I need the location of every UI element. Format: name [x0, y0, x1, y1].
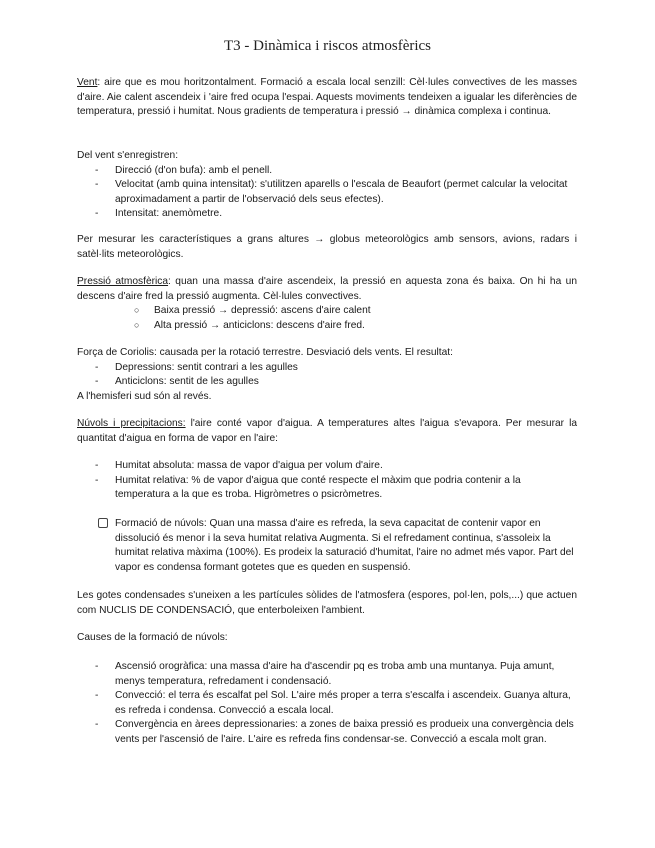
humitat-list [77, 459, 577, 503]
registre-intro: Del vent s'enregistren: [77, 150, 179, 161]
coriolis-after: A l'hemisferi sud són al revés. [77, 390, 212, 402]
list-item: - Direcció (d'on bufa): amb el penell. [95, 164, 273, 176]
list-item: - Depressions: sentit contrari a les agulles [95, 361, 298, 373]
nuvols-paragraph: Núvols i precipitacions: l'aire conté vapor d'aigua. A temperatures altes l'aigua s'evapora. Per mesurar la quantitat d'aigua en forma de vapor en l'aire: [77, 418, 578, 444]
list-item: - Ascensió orogràfica: una massa d'aire ha d'ascendir pq es troba amb una muntanya. Puja amunt, menys temperatura, refredament i condensació. [95, 661, 555, 687]
checkbox[interactable] [98, 518, 108, 528]
vent-paragraph [77, 76, 577, 120]
causes-intro: Causes de la formació de núvols: [77, 632, 228, 643]
list-item: - Intensitat: anemòmetre. [95, 208, 223, 220]
formacio-text: Formació de núvols: Quan una massa d'aire es refreda, la seva capacitat de contenir vapor en dissolució és menor i la seva humitat relativa Augmenta. Si el refredament continua, s'assoleix la humitat relativa màxima (100%). Es prodeix la saturació d'humitat, l'aire no admet més vapor. Part del vapor es condensa formant gotetes que es queden en suspensió. [115, 518, 574, 573]
list-item: ○ Baixa pressió → depressió: ascens d'aire calent [134, 305, 371, 317]
list-item: - Anticiclons: sentit de les agulles [95, 376, 259, 388]
list-item: - Humitat relativa: % de vapor d'aigua que conté respecte el màxim que podria contenir a la temperatura a la que es troba. Higròmetres o psicròmetres. [95, 474, 521, 501]
causes-list [77, 660, 577, 748]
registre-section [77, 149, 577, 222]
nuvols-term: Núvols i precipitacions: [77, 418, 186, 429]
vent-term: Vent [77, 77, 98, 88]
pressio-paragraph: Pressió atmosfèrica: quan una massa d'aire ascendeix, la pressió en aquesta zona és baixa. On hi ha un descens d'aire fred la pressió augmenta. Cèl·lules convectives. [77, 276, 577, 302]
coriolis-paragraph: Força de Coriolis: causada per la rotació terrestre. Desviació dels vents. El resultat: [77, 347, 453, 358]
pressio-section [77, 275, 577, 333]
list-item: - Convergència en àrees depressionaries: a zones de baixa pressió es produeix una convergència dels vents per l'ascensió de l'aire. L'aire es refreda fins condensar-se. Convecció a escala molt gran. [95, 719, 574, 745]
pressio-term: Pressió atmosfèrica [77, 276, 169, 287]
formacio-checklist-item [77, 517, 577, 575]
causes-section [77, 631, 577, 646]
altures-paragraph: Per mesurar les característiques a grans altures → globus meteorològics amb sensors, avions, radars i satèl·lits meteorològics. [77, 234, 577, 260]
list-item: ○ Alta pressió → anticiclons: descens d'aire fred. [134, 319, 365, 331]
page-title: T3 - Dinàmica i riscos atmosfèrics [223, 38, 432, 54]
vent-text: : aire que es mou horitzontalment. Formació a escala local senzill: Cèl·lules convectives de les masses d'aire. Aie calent ascendeix i 'aire fred ocupa l'espai. Aquests moviments tendeixen a igualar les diferències de temperatura, pressió i humitat. Nous gradients de temperatura i pressió → dinàmica complexa i continua. [77, 77, 577, 118]
gotes-paragraph: Les gotes condensades s'uneixen a les partícules sòlides de l'atmosfera (espores, pol·len, pols,...) que actuen com NUCLIS DE CONDENSACIÓ, que enterboleixen l'ambient. [77, 590, 577, 616]
list-item: - Velocitat (amb quina intensitat): s'utilitzen aparells o l'escala de Beaufort (permet calcular la velocitat aproximadament a partir de l'observació dels seus efectes). [95, 179, 568, 205]
list-item: - Convecció: el terra és escalfat pel Sol. L'aire més proper a terra s'escalfa i ascendeix. Guanya altura, es refreda i condensa. Convecció a escala local. [95, 690, 571, 716]
coriolis-section [77, 346, 577, 404]
list-item: - Humitat absoluta: massa de vapor d'aigua per volum d'aire. [95, 460, 383, 471]
